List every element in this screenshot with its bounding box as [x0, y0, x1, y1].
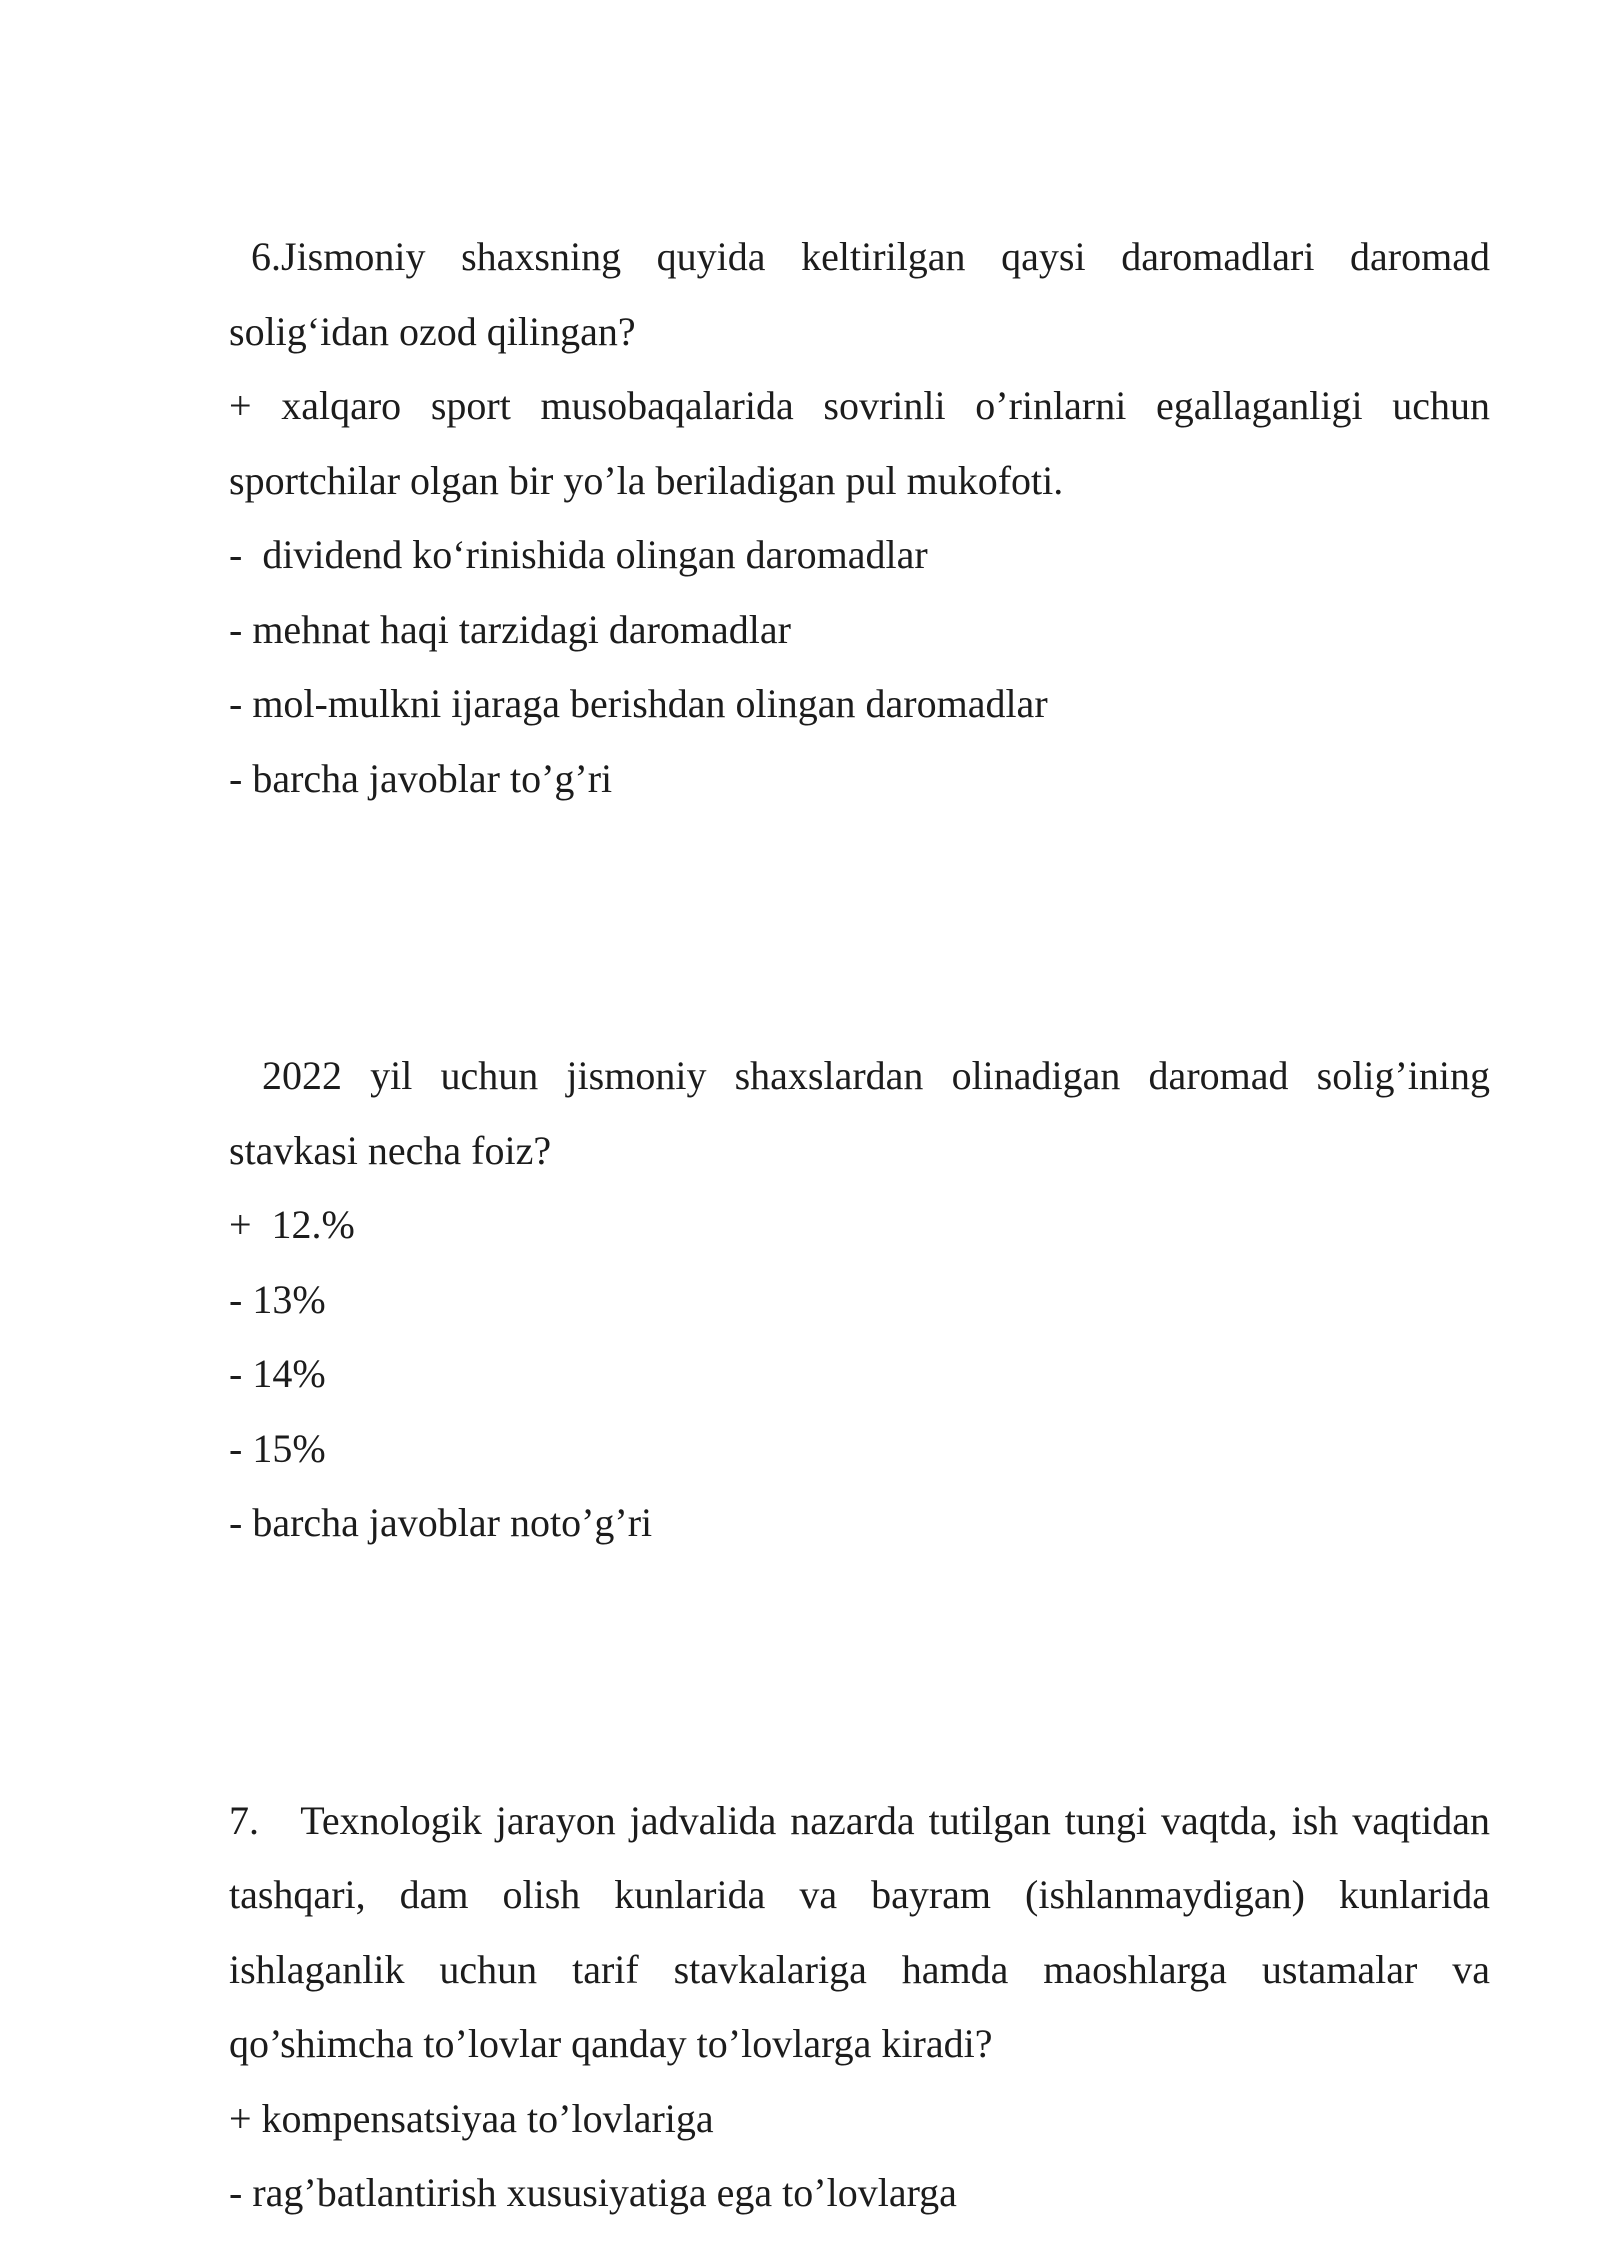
answer-option: - 15% [229, 1425, 326, 1471]
answer-option-correct: + kompensatsiyaa to’lovlariga [229, 2095, 714, 2141]
answer-option: - barcha javoblar to’g’ri [229, 755, 613, 801]
answer-option: - 14% [229, 1351, 326, 1396]
answer-option: - 13% [229, 1276, 326, 1322]
answer-option-correct: + 12.% [229, 1202, 355, 1247]
question-text: 2022 yil uchun jismoniy shaxslardan olinadigan daromad solig’ining stavkasi necha foiz? [229, 1053, 1490, 1173]
question-block-6 [229, 220, 1490, 816]
answer-option: - mol-mulkni ijaraga berishdan olingan daromadlar [229, 681, 1048, 726]
question-text: 6.Jismoniy shaxsning quyida keltirilgan qaysi daromadlari daromad solig‘idan ozod qilingan? [229, 234, 1490, 354]
block-spacer [229, 1561, 1490, 1784]
question-block-7 [229, 1784, 1500, 2231]
answer-option-correct [229, 369, 1490, 518]
answer-option: - barcha javoblar noto’g’ri [229, 1500, 653, 1545]
answer-option: - dividend ko‘rinishida olingan daromadlar [229, 532, 928, 577]
block-spacer [229, 816, 1490, 1039]
document-page [229, 220, 1500, 2231]
question-block-tax-rate [229, 1039, 1490, 1561]
answer-option: - mehnat haqi tarzidagi daromadlar [229, 606, 791, 652]
question-text: 7. Texnologik jarayon jadvalida nazarda tutilgan tungi vaqtda, ish vaqtidan tashqari, dam olish kunlarida va bayram (ishlanmaydigan) kunlarida ishlaganlik uchun tarif stavkalariga hamda maoshlarga ustamalar va qo’shimcha to’lovlar qanday to’lovlarga kiradi? [229, 1797, 1500, 2066]
answer-option-text: + xalqaro sport musobaqalarida sovrinli o’rinlarni egallaganligi uchun sportchilar olgan bir yo’la beriladigan pul mukofoti. [229, 383, 1490, 503]
answer-option: - rag’batlantirish xususiyatiga ega to’lovlarga [229, 2170, 957, 2215]
